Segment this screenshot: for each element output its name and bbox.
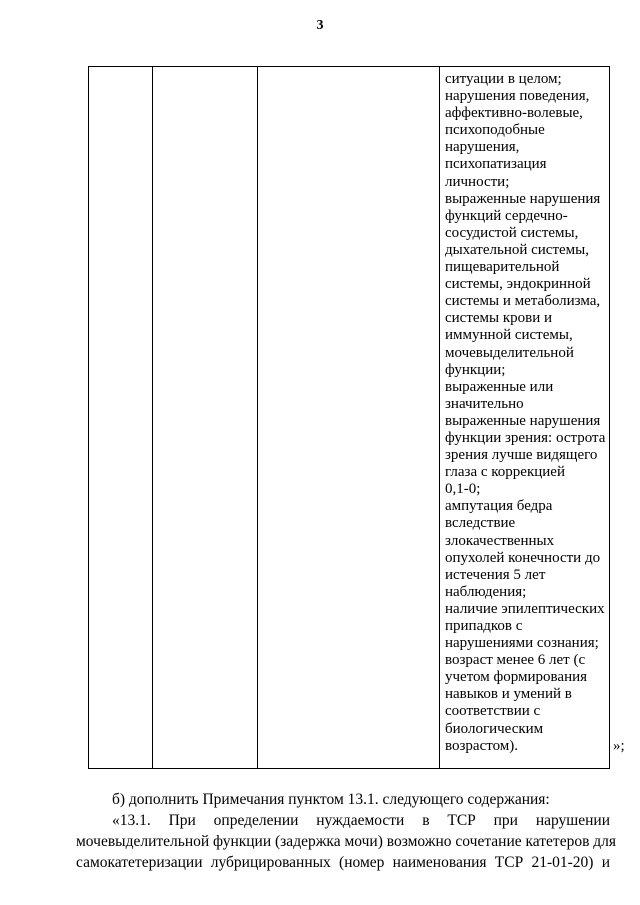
cell-text-line: значительно [445, 395, 524, 412]
document-table [88, 66, 610, 769]
cell-text-line: соответствии с [445, 703, 541, 720]
paragraph-b: б) дополнить Примечания пунктом 13.1. следующего содержания: [112, 791, 550, 808]
table-cell-col-3 [258, 67, 440, 769]
cell-text-line: зрения лучше видящего [445, 447, 598, 464]
cell-text-line: нарушениями сознания; [445, 635, 599, 652]
cell-text-line: ситуации в целом; [445, 71, 562, 87]
table-cell-col-2 [153, 67, 258, 769]
cell-text-line: биологическим [445, 720, 544, 737]
cell-text-line: злокачественных [445, 532, 555, 549]
cell-text-line: возраст менее 6 лет (с [445, 652, 586, 669]
cell-text-line: выраженные нарушения [445, 190, 601, 207]
quote-line-1: «13.1. При определении нуждаемости в ТСР при нарушении [112, 812, 610, 829]
cell-text-line: нарушения, [445, 139, 520, 156]
table-row [89, 67, 610, 769]
quote-line-3: самокатетеризации лубрицированных (номер наименования ТСР 21-01-20) и [76, 854, 610, 871]
cell-text-line: иммунной системы, [445, 327, 573, 344]
cell-text-line: функции зрения: острота [445, 429, 606, 446]
page-number: 3 [316, 18, 324, 33]
cell-text-line: дыхательной системы, [445, 241, 590, 258]
cell-text-line: системы и метаболизма, [445, 293, 601, 310]
cell-text-line: личности; [445, 173, 510, 190]
cell-text-line: системы, эндокринной [445, 276, 591, 293]
cell-text-line: 0,1-0; [445, 481, 481, 498]
cell-text-line: выраженные или [445, 378, 554, 395]
closing-quote-mark: »; [613, 738, 625, 754]
table-cell-col-4 [440, 67, 610, 769]
cell-text-line: нарушения поведения, [445, 88, 590, 105]
cell-text-line: опухолей конечности до [445, 549, 601, 566]
cell-text-line: истечения 5 лет [445, 566, 546, 583]
cell-text-line: наличие эпилептических [445, 600, 605, 617]
cell-text-line: психоподобные [445, 122, 545, 139]
cell-text-line: пищеварительной [445, 259, 560, 276]
quote-line-2: мочевыделительной функции (задержка мочи) возможно сочетание катетеров для [76, 833, 617, 850]
cell-text-line: функций сердечно- [445, 207, 568, 224]
cell-text-line: ампутация бедра [445, 498, 553, 515]
table-cell-text [440, 67, 609, 761]
cell-text-line: навыков и умений в [445, 686, 572, 703]
cell-text-line: системы крови и [445, 310, 553, 327]
table-cell-col-1 [89, 67, 153, 769]
cell-text-line: сосудистой системы, [445, 224, 579, 241]
cell-text-line: мочевыделительной [445, 344, 574, 361]
cell-text-line: аффективно-волевые, [445, 105, 583, 122]
cell-text-line: функции; [445, 361, 506, 378]
cell-text-line: вследствие [445, 515, 516, 532]
cell-text-line: выраженные нарушения [445, 412, 601, 429]
cell-text-line: глаза с коррекцией [445, 464, 565, 481]
cell-text-line: учетом формирования [445, 669, 588, 686]
cell-text-line: наблюдения; [445, 583, 527, 600]
cell-text-line: припадков с [445, 618, 523, 634]
cell-text-line: психопатизация [445, 156, 547, 173]
cell-text-line: возрастом). [445, 737, 519, 754]
